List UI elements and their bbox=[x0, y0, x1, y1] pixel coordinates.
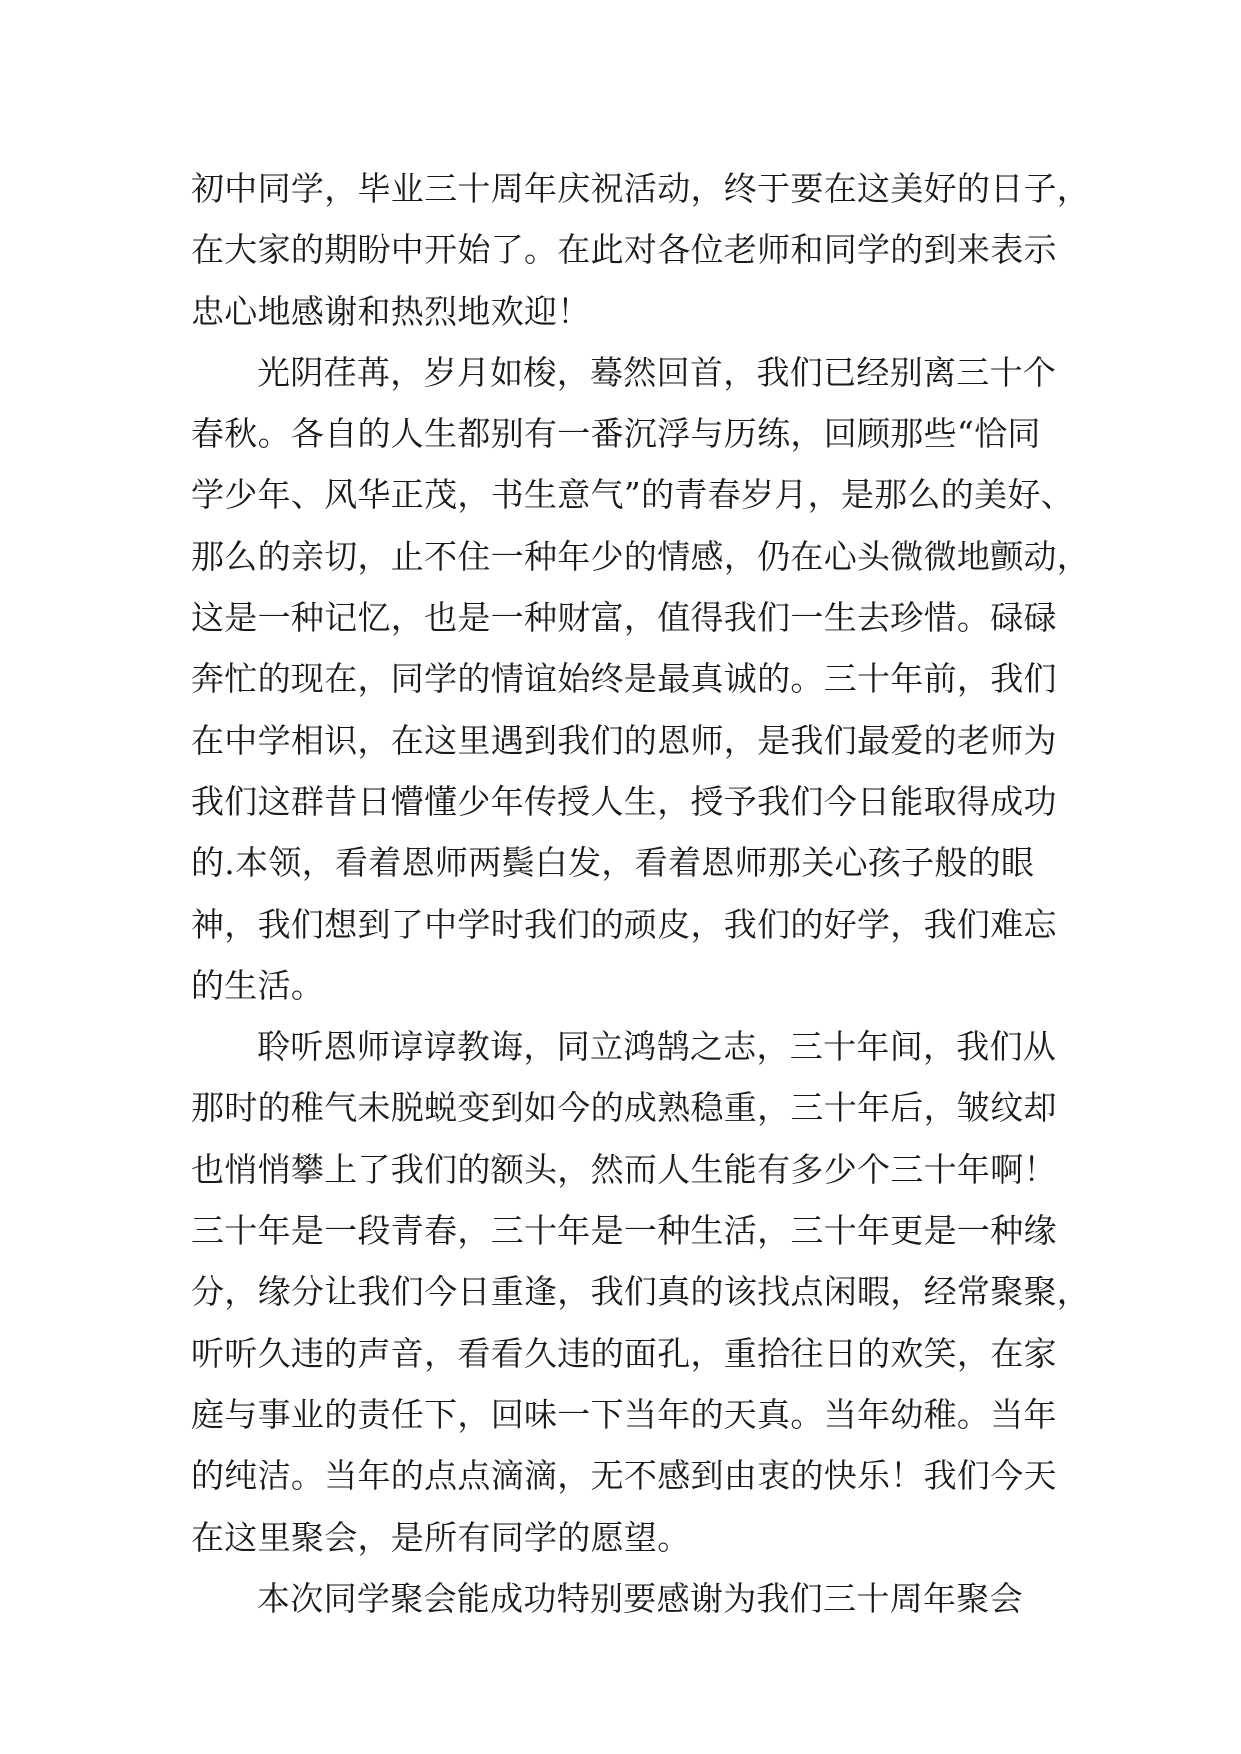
text-line: 奔忙的现在，同学的情谊始终是最真诚的。三十年前，我们 bbox=[191, 659, 1057, 699]
paragraph-start-line: 光阴荏苒，岁月如梭，蓦然回首，我们已经别离三十个 bbox=[257, 352, 1057, 392]
text-line: 忠心地感谢和热烈地欢迎！ bbox=[191, 291, 591, 331]
text-line: 也悄悄攀上了我们的额头，然而人生能有多少个三十年啊！ bbox=[191, 1149, 1057, 1189]
paragraph-start-line: 聆听恩师谆谆教诲，同立鸿鹄之志，三十年间，我们从 bbox=[257, 1027, 1057, 1067]
text-line: 神，我们想到了中学时我们的顽皮，我们的好学，我们难忘 bbox=[191, 904, 1057, 944]
text-line: 初中同学，毕业三十周年庆祝活动，终于要在这美好的日子， bbox=[191, 169, 1091, 208]
text-line: 分，缘分让我们今日重逢，我们真的该找点闲暇，经常聚聚， bbox=[191, 1272, 1091, 1312]
text-line: 那么的亲切，止不住一种年少的情感，仍在心头微微地颤动， bbox=[191, 536, 1091, 576]
text-line: 我们这群昔日懵懂少年传授人生，授予我们今日能取得成功 bbox=[191, 781, 1057, 821]
text-line: 在大家的期盼中开始了。在此对各位老师和同学的到来表示 bbox=[191, 230, 1057, 270]
text-line: 三十年是一段青春，三十年是一种生活，三十年更是一种缘 bbox=[191, 1211, 1057, 1251]
text-line: 在这里聚会，是所有同学的愿望。 bbox=[191, 1517, 691, 1557]
text-line: 的.本领，看着恩师两鬓白发，看着恩师那关心孩子般的眼 bbox=[191, 843, 1035, 883]
text-line: 那时的稚气未脱蜕变到如今的成熟稳重，三十年后，皱纹却 bbox=[191, 1088, 1057, 1128]
text-line: 庭与事业的责任下，回味一下当年的天真。当年幼稚。当年 bbox=[191, 1394, 1057, 1434]
text-line: 在中学相识，在这里遇到我们的恩师，是我们最爱的老师为 bbox=[191, 720, 1057, 760]
text-line: 的纯洁。当年的点点滴滴，无不感到由衷的快乐！我们今天 bbox=[191, 1456, 1057, 1496]
text-line: 听听久违的声音，看看久违的面孔，重拾往日的欢笑，在家 bbox=[191, 1333, 1057, 1373]
speech-text bbox=[191, 158, 1091, 1629]
paragraph-start-line: 本次同学聚会能成功特别要感谢为我们三十周年聚会 bbox=[257, 1578, 1023, 1618]
text-line: 春秋。各自的人生都别有一番沉浮与历练，回顾那些“恰同 bbox=[191, 414, 1041, 454]
text-line: 的生活。 bbox=[191, 965, 325, 1005]
text-line: 学少年、风华正茂，书生意气”的青春岁月，是那么的美好、 bbox=[191, 475, 1074, 515]
text-line: 这是一种记忆，也是一种财富，值得我们一生去珍惜。碌碌 bbox=[191, 598, 1057, 638]
